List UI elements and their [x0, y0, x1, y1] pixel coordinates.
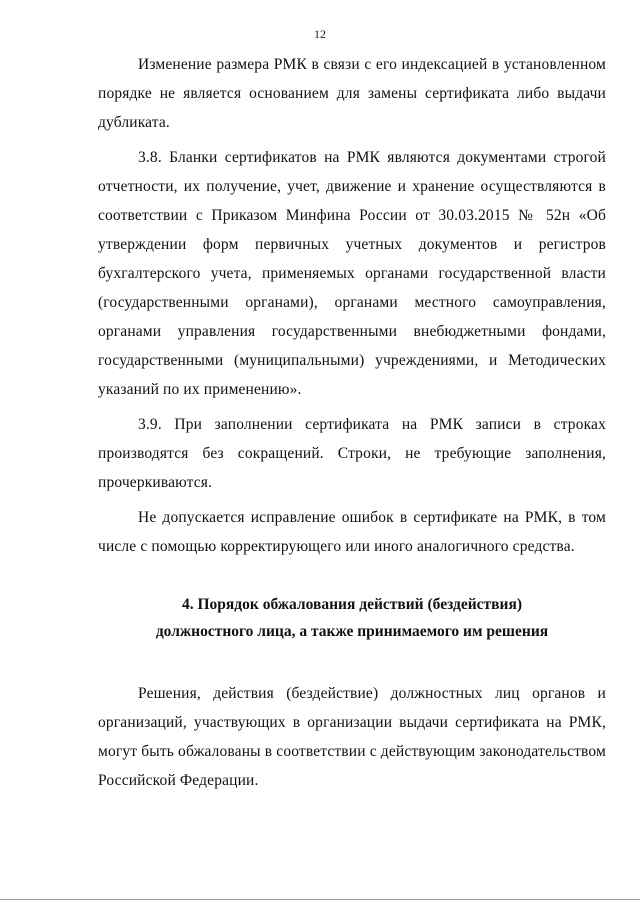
paragraph-3-8: 3.8. Бланки сертификатов на РМК являются документами строгой отчетности, их получение, учет, движение и хранение осуществляются в соответствии с Приказом Минфина России от 30.03.2015 № 52н «Об утверждении форм первичных учетных документов и регистров бухгалтерского учета, применяемых органами государственной власти (государственными органами), органами местного самоуправления, органами управления государственными внебюджетными фондами, государственными (муниципальными) учреждениями, и Методических указаний по их применению». — [98, 149, 606, 398]
page-content — [98, 50, 606, 795]
page-number: 12 — [314, 27, 326, 41]
paragraph-corrections: Не допускается исправление ошибок в сертификате на РМК, в том числе с помощью корректирующего или иного аналогичного средства. — [98, 509, 606, 555]
section-heading — [98, 591, 606, 645]
bottom-divider — [0, 899, 640, 900]
section-heading-line-1: 4. Порядок обжалования действий (бездействия) — [181, 596, 523, 613]
paragraph-3-9: 3.9. При заполнении сертификата на РМК записи в строках производятся без сокращений. Строки, не требующие заполнения, прочеркиваются. — [98, 416, 606, 491]
section-heading-line-2: должностного лица, а также принимаемого им решения — [155, 623, 549, 640]
paragraph-indexation: Изменение размера РМК в связи с его индексацией в установленном порядке не является основанием для замены сертификата либо выдачи дубликата. — [98, 56, 606, 131]
paragraph-appeal: Решения, действия (бездействие) должностных лиц органов и организаций, участвующих в организации выдачи сертификата на РМК, могут быть обжалованы в соответствии с действующим законодательством Российской Федерации. — [98, 685, 606, 789]
